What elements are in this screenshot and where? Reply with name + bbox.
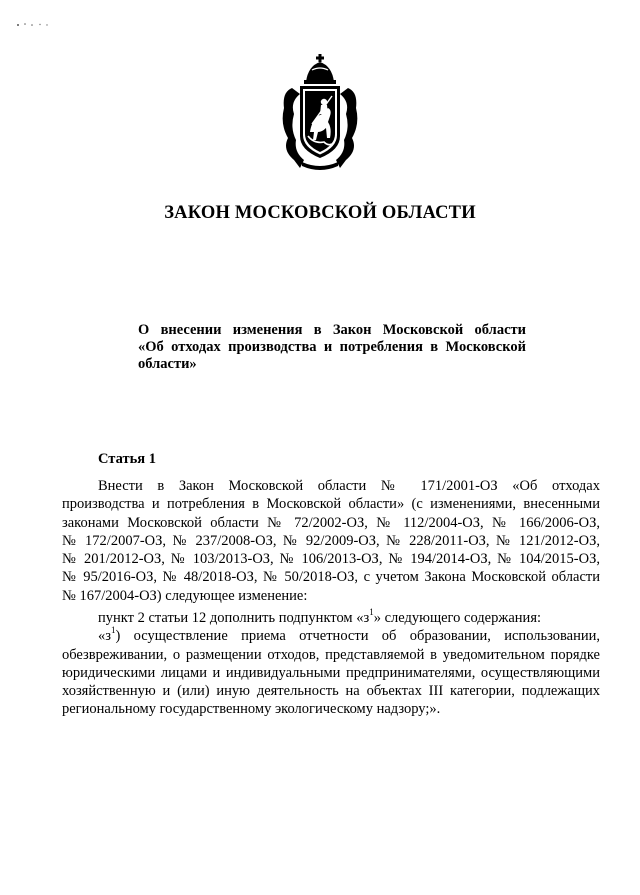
paragraph-line: Внести в Закон Московской области № 171/2001-ОЗ «Об отходах	[98, 478, 600, 494]
document-title: ЗАКОН МОСКОВСКОЙ ОБЛАСТИ	[164, 203, 476, 223]
quote-first-line: ) осуществление приема отчетности об образовании, использовании,	[115, 628, 600, 645]
superscript: 1	[369, 607, 374, 618]
superscript: 1	[110, 625, 116, 636]
paragraph-line: производства и потребления в Московской области» (с изменениями, внесенными	[62, 496, 600, 513]
law-name-line: «Об отходах производства и потребления в Московской	[138, 339, 526, 355]
lead-text: пункт 2 статьи 12 дополнить подпунктом «з	[98, 610, 370, 626]
paragraph-line	[62, 627, 600, 645]
law-name-line: области»	[138, 356, 197, 372]
lead-text-end: » следующего содержания:	[373, 610, 542, 626]
scan-artifact-mark	[16, 22, 52, 28]
paragraph-line	[62, 609, 600, 627]
moscow-oblast-coat-of-arms-icon	[272, 52, 368, 174]
quote-open: «з	[98, 628, 111, 645]
amendment-paragraph	[62, 609, 600, 719]
article-paragraph	[62, 477, 600, 605]
paragraph-line: № 167/2004-ОЗ) следующее изменение:	[62, 587, 308, 604]
paragraph-line: № 201/2012-ОЗ, № 103/2013-ОЗ, № 106/2013-ОЗ, № 194/2014-ОЗ, № 104/2015-ОЗ,	[62, 551, 600, 568]
law-name-heading	[138, 322, 526, 373]
law-name-line: О внесении изменения в Закон Московской области	[138, 322, 526, 338]
article-heading: Статья 1	[98, 451, 156, 467]
paragraph-line: № 95/2016-ОЗ, № 48/2018-ОЗ, № 50/2018-ОЗ, с учетом Закона Московской области	[62, 569, 600, 586]
paragraph-line: хозяйственную и (или) иную деятельность на объектах III категории, подлежащих	[62, 683, 600, 700]
paragraph-line: региональному государственному экологическому надзору;».	[62, 701, 441, 718]
paragraph-line: обезвреживании, о размещении отходов, представляемой в уведомительном порядке	[62, 646, 600, 663]
paragraph-line: № 172/2007-ОЗ, № 237/2008-ОЗ, № 92/2009-ОЗ, № 228/2011-ОЗ, № 121/2012-ОЗ,	[62, 532, 600, 549]
paragraph-line: юридическими лицами и индивидуальными предпринимателями, осуществляющими	[62, 664, 600, 681]
paragraph-line: законами Московской области № 72/2002-ОЗ, № 112/2004-ОЗ, № 166/2006-ОЗ,	[62, 514, 600, 531]
